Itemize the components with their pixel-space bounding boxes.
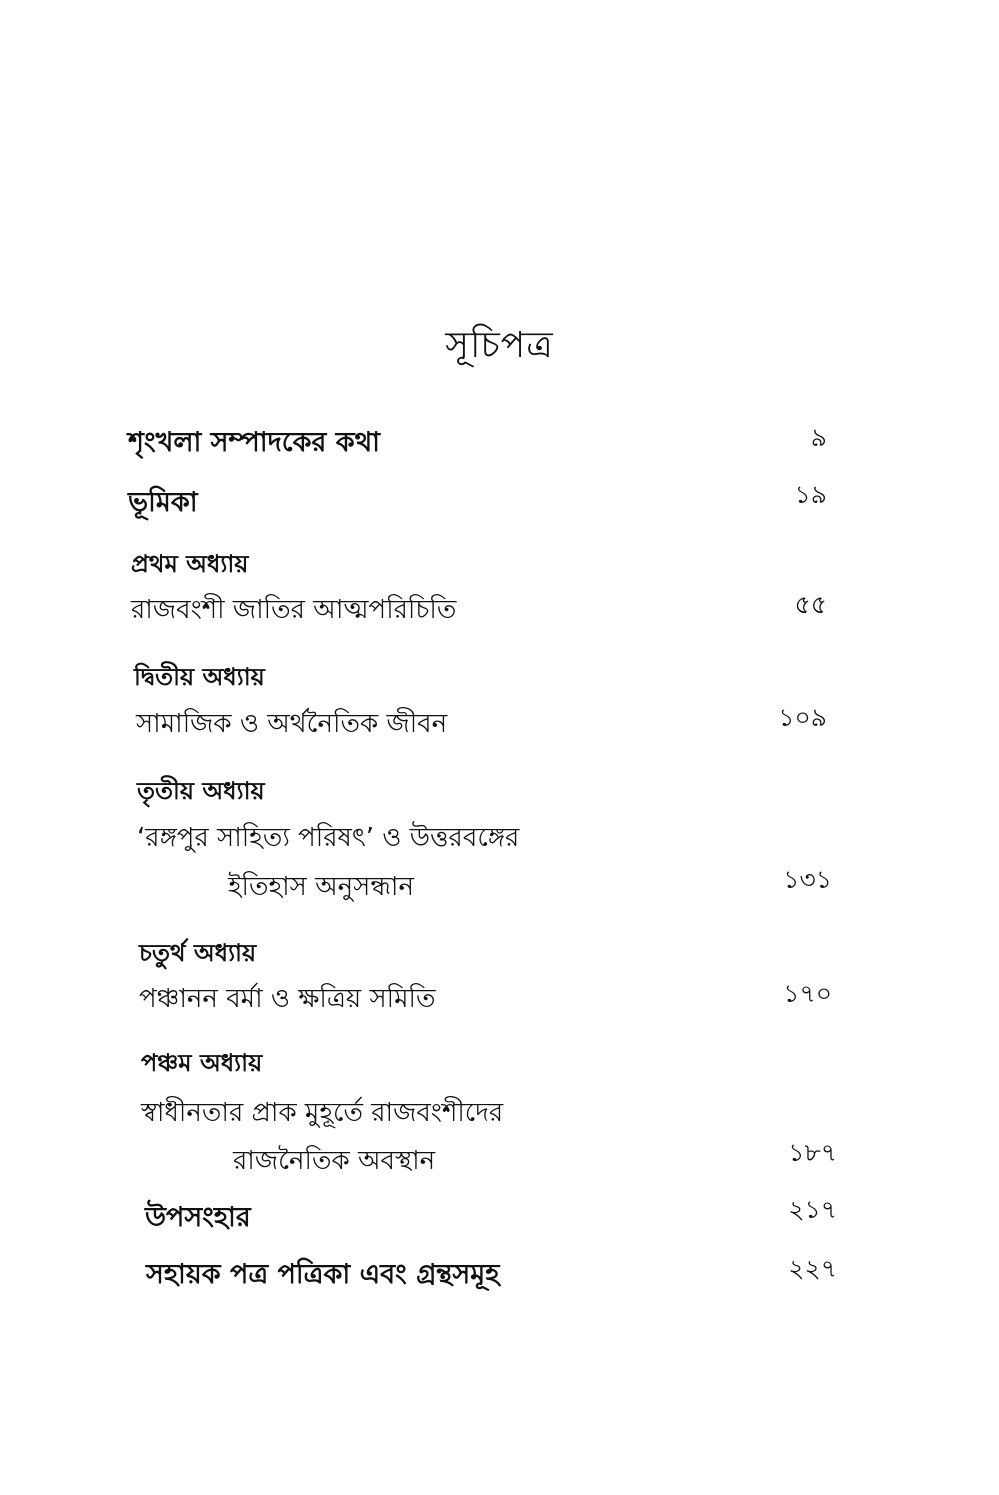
chapter-1-heading: প্রথম অধ্যায় — [131, 550, 249, 578]
toc-entry-series-editor: শৃংখলা সম্পাদকের কথা — [128, 427, 381, 458]
page-number-chapter-4: ১৭০ — [783, 979, 832, 1008]
page-number-chapter-5: ১৮৭ — [788, 1138, 837, 1167]
chapter-3-title-line-1: ‘রঙ্গপুর সাহিত্য পরিষৎ’ ও উত্তরবঙ্গের — [137, 823, 520, 853]
chapter-4-heading: চতুর্থ অধ্যায় — [139, 939, 257, 967]
page-number-chapter-2: ১০৯ — [778, 703, 827, 732]
page-title: সূচিপত্র — [445, 325, 554, 366]
page-number-introduction: ১৯ — [794, 480, 827, 509]
page-number-bibliography: ২২৭ — [788, 1254, 837, 1283]
page-number-conclusion: ২১৭ — [788, 1195, 837, 1224]
chapter-1-title: রাজবংশী জাতির আত্মপরিচিতি — [131, 595, 457, 625]
chapter-4-title: পঞ্চানন বর্মা ও ক্ষত্রিয় সমিতি — [139, 984, 436, 1014]
page-number-chapter-3: ১৩১ — [783, 865, 832, 894]
toc-entry-bibliography: সহায়ক পত্র পত্রিকা এবং গ্রন্থসমূহ — [146, 1259, 500, 1290]
toc-entry-conclusion: উপসংহার — [145, 1202, 251, 1233]
chapter-2-title: সামাজিক ও অর্থনৈতিক জীবন — [136, 709, 448, 739]
toc-entry-introduction: ভূমিকা — [128, 487, 198, 518]
chapter-3-title-line-2: ইতিহাস অনুসন্ধান — [228, 872, 414, 902]
chapter-5-heading: পঞ্চম অধ্যায় — [141, 1049, 263, 1077]
chapter-2-heading: দ্বিতীয় অধ্যায় — [134, 663, 265, 691]
page-number-chapter-1: ৫৫ — [794, 590, 827, 619]
page-number-series-editor: ৯ — [810, 423, 827, 452]
chapter-3-heading: তৃতীয় অধ্যায় — [137, 777, 265, 805]
chapter-5-title-line-1: স্বাধীনতার প্রাক মুহূর্তে রাজবংশীদের — [141, 1098, 504, 1128]
chapter-5-title-line-2: রাজনৈতিক অবস্থান — [233, 1146, 436, 1176]
